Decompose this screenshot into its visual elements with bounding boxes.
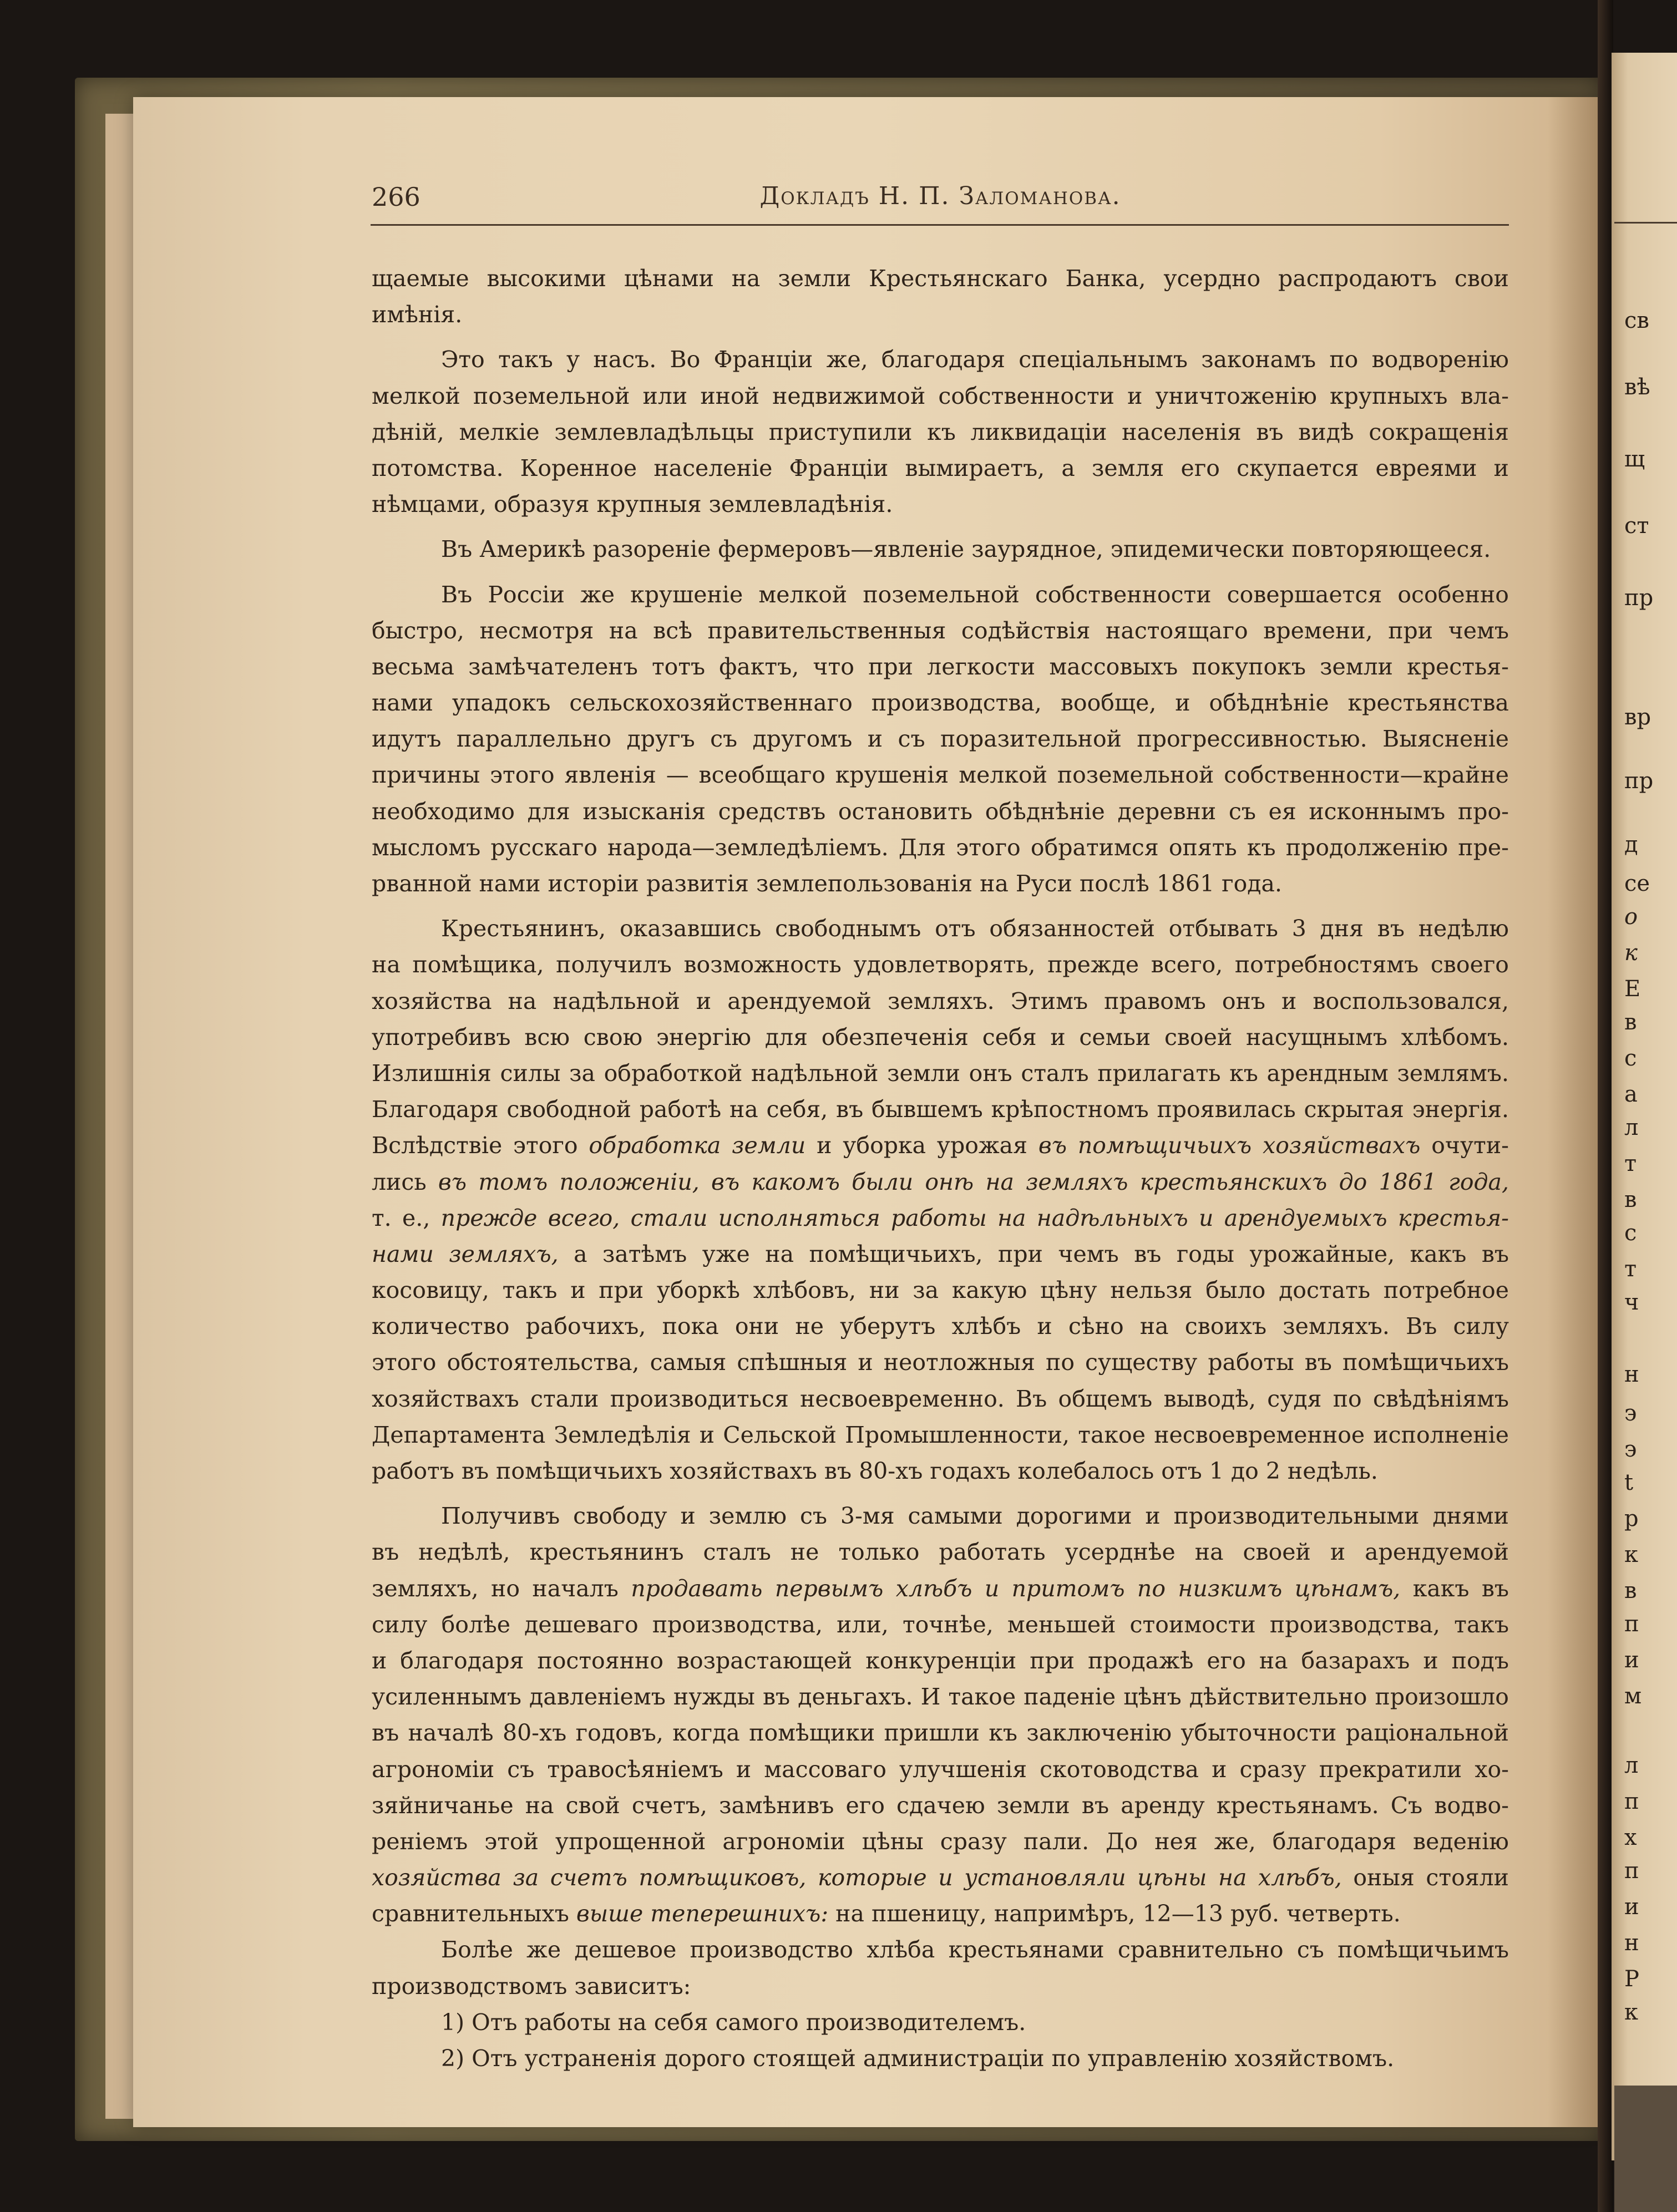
next-page-fragment: п	[1624, 1611, 1639, 1637]
text-line	[372, 757, 1509, 793]
text-run: необходимо для изысканія средствъ остановить обѣднѣніе деревни съ ея исконнымъ про-	[372, 798, 1509, 825]
next-page-fragment: ст	[1624, 513, 1649, 539]
text-line	[372, 342, 1509, 378]
text-line	[372, 1715, 1509, 1751]
next-page-fragment: н	[1624, 1362, 1639, 1387]
paragraph-gap	[372, 1489, 1509, 1498]
text-line	[372, 1969, 1509, 2005]
next-page-fragment: пр	[1624, 585, 1654, 611]
next-page-fragment: л	[1624, 1753, 1639, 1778]
paragraph	[372, 911, 1509, 1489]
text-run: косовицу, такъ и при уборкѣ хлѣбовъ, ни за какую цѣну нельзя было достать потребное	[372, 1277, 1509, 1304]
text-run: Получивъ свободу и землю съ 3-мя самыми дорогими и производительными днями	[441, 1503, 1509, 1530]
text-line	[372, 830, 1509, 866]
text-run: а затѣмъ уже на помѣщичьихъ, при чемъ въ годы урожайные, какъ въ	[558, 1240, 1509, 1267]
next-page-fragment: и	[1624, 1647, 1639, 1673]
next-page-binding	[1614, 2086, 1677, 2212]
paragraph	[372, 1498, 1509, 1932]
text-line	[372, 1788, 1509, 1824]
text-run: сравнительныхъ	[372, 1900, 576, 1927]
next-page-fragment: л	[1624, 1115, 1639, 1140]
next-page-fragment: Р	[1624, 1966, 1639, 1992]
running-title: Докладъ Н. П. Заломанова.	[759, 182, 1121, 210]
paragraph-gap	[372, 568, 1509, 577]
paragraph	[372, 1932, 1509, 2004]
next-page-fragment: р	[1624, 1506, 1639, 1531]
next-page-fragment: н	[1624, 1930, 1639, 1956]
text-line	[372, 1534, 1509, 1570]
text-run: Излишнія силы за обработкой надѣльной земли онъ сталъ прилагать къ арендным землямъ.	[372, 1059, 1509, 1087]
next-page-fragment: и	[1624, 1894, 1639, 1920]
text-line	[372, 1056, 1509, 1092]
text-run: и благодаря постоянно возрастающей конкуренціи при продажѣ его на базарахъ и подъ	[372, 1647, 1509, 1674]
text-line	[372, 1453, 1509, 1489]
text-line	[372, 297, 1509, 333]
paragraph	[372, 261, 1509, 333]
italic-text: въ помѣщичьихъ хозяйствахъ	[1038, 1132, 1421, 1159]
italic-text: выше теперешнихъ:	[576, 1900, 829, 1927]
text-run: потомства. Коренное населеніе Франціи вымираетъ, а земля его скупается евреями и	[372, 454, 1509, 481]
text-run: Вслѣдствіе этого	[372, 1132, 589, 1159]
italic-text: нами земляхъ,	[372, 1240, 559, 1267]
text-line	[372, 1498, 1509, 1534]
next-page-fragment: п	[1624, 1789, 1639, 1814]
text-line	[372, 1679, 1509, 1715]
text-run: этого обстоятельства, самыя спѣшныя и неотложныя по существу работы въ помѣщичьихъ	[372, 1349, 1509, 1376]
text-line	[372, 649, 1509, 685]
next-page-fragment: с	[1624, 1046, 1637, 1071]
header-rule	[371, 224, 1509, 226]
text-run: усиленнымъ давленіемъ нужды въ деньгахъ. И такое паденіе цѣнъ дѣйствительно произошло	[372, 1683, 1509, 1711]
book-spine	[1598, 0, 1613, 2212]
text-run: быстро, несмотря на всѣ правительственныя содѣйствія настоящаго времени, при чемъ	[372, 617, 1509, 644]
text-run: оныя стояли	[1341, 1864, 1509, 1891]
text-line	[372, 1381, 1509, 1417]
text-run: Въ Америкѣ разореніе фермеровъ—явленіе заурядное, эпидемически повторяющееся.	[441, 536, 1491, 563]
text-line	[372, 577, 1509, 613]
text-run: агрономіи съ травосѣяніемъ и массоваго улучшенія скотоводства и сразу прекратили хо-	[372, 1756, 1509, 1783]
text-line	[372, 1019, 1509, 1056]
list-item: 1) Отъ работы на себя самого производителемъ.	[441, 2008, 1026, 2036]
text-line	[372, 1643, 1509, 1679]
text-run: количество рабочихъ, пока они не уберутъ хлѣбъ и сѣно на своихъ земляхъ. Въ силу	[372, 1313, 1509, 1340]
next-page	[1612, 53, 1677, 2160]
text-line	[372, 1164, 1509, 1200]
text-line	[372, 1824, 1509, 1860]
list-item: 2) Отъ устраненія дорого стоящей администраціи по управленію хозяйствомъ.	[441, 2045, 1395, 2072]
text-run: силу болѣе дешеваго производства, или, точнѣе, меньшей стоимости производства, такъ	[372, 1611, 1509, 1638]
text-run: Болѣе же дешевое производство хлѣба крестьянами сравнительно съ помѣщичьимъ	[441, 1936, 1509, 1964]
next-page-fragment: м	[1624, 1683, 1642, 1709]
next-page-fragment: х	[1624, 1825, 1637, 1850]
text-run: щаемые высокими цѣнами на земли Крестьянскаго Банка, усердно распродаютъ свои	[372, 265, 1509, 292]
paragraph	[372, 342, 1509, 522]
text-run: нѣмцами, образуя крупныя землевладѣнія.	[372, 491, 893, 518]
text-line	[372, 378, 1509, 414]
text-line	[372, 794, 1509, 830]
next-page-fragment: в	[1624, 1187, 1637, 1212]
text-run: т. е.,	[372, 1204, 441, 1231]
text-run: въ недѣлѣ, крестьянинъ сталъ не только работать усерднѣе на своей и арендуемой	[372, 1539, 1509, 1566]
next-page-fragment: д	[1624, 832, 1638, 858]
text-run: хозяйствахъ стали производиться несвоевременно. Въ общемъ выводѣ, судя по свѣдѣніямъ	[372, 1385, 1509, 1412]
text-run: Это такъ у насъ. Во Франціи же, благодаря спеціальнымъ законамъ по водворенію	[441, 346, 1509, 373]
text-run: мысломъ русскаго народа—земледѣліемъ. Для этого обратимся опять къ продолженію пре-	[372, 834, 1509, 861]
text-line	[372, 613, 1509, 649]
text-run: весьма замѣчателенъ тотъ фактъ, что при легкости массовыхъ покупокъ земли крестья-	[372, 653, 1509, 680]
next-page-fragment: св	[1624, 308, 1649, 333]
text-run: и уборка урожая	[805, 1132, 1038, 1159]
running-header	[372, 182, 1509, 221]
paragraph-gap	[372, 522, 1509, 531]
text-line	[372, 1932, 1509, 1968]
paragraph	[372, 531, 1509, 567]
text-run: мелкой поземельной или иной недвижимой собственности и уничтоженію крупныхъ вла-	[372, 382, 1509, 409]
text-run: на пшеницу, напримѣръ, 12—13 руб. четверть.	[828, 1900, 1401, 1927]
text-run: Благодаря свободной работѣ на себя, въ бывшемъ крѣпостномъ проявилась скрытая энергія.	[372, 1096, 1509, 1123]
text-run: дѣній, мелкіе землевладѣльцы приступили къ ликвидаціи населенія въ видѣ сокращенія	[372, 418, 1509, 445]
text-run: производствомъ зависитъ:	[372, 1972, 691, 2000]
next-page-fragment: щ	[1624, 447, 1645, 472]
next-page-fragment: о	[1624, 904, 1638, 930]
text-line	[372, 1200, 1509, 1236]
text-line	[372, 1607, 1509, 1643]
italic-text: продавать первымъ хлѣбъ и притомъ по низкимъ цѣнамъ,	[631, 1575, 1401, 1602]
text-line	[372, 531, 1509, 567]
italic-text: хозяйства за счетъ помѣщиковъ, которые и установляли цѣны на хлѣбъ,	[372, 1864, 1342, 1891]
next-page-fragment: с	[1624, 1220, 1637, 1246]
text-run: земляхъ, но началъ	[372, 1575, 631, 1602]
next-page-fragment: вр	[1624, 704, 1651, 730]
text-line	[372, 685, 1509, 721]
text-line	[372, 1128, 1509, 1164]
text-line	[372, 1272, 1509, 1308]
paragraph-gap	[372, 333, 1509, 342]
paragraph	[372, 577, 1509, 902]
text-line	[372, 983, 1509, 1019]
italic-text: въ томъ положеніи, въ какомъ были онѣ на земляхъ крестьянскихъ до 1861 года,	[438, 1168, 1509, 1195]
text-line	[372, 261, 1509, 297]
text-line	[372, 1417, 1509, 1453]
text-run: работъ въ помѣщичьихъ хозяйствахъ въ 80-хъ годахъ колебалось отъ 1 до 2 недѣль.	[372, 1458, 1378, 1484]
text-line	[372, 1345, 1509, 1381]
next-page-fragment: се	[1624, 871, 1650, 896]
text-run: зяйничанье на свой счетъ, замѣнивъ его сдачею земли въ аренду крестьянамъ. Съ водво-	[372, 1792, 1509, 1819]
text-run: нами упадокъ сельскохозяйственнаго производства, вообще, и обѣднѣніе крестьянства	[372, 689, 1509, 717]
next-page-fragment: к	[1624, 2000, 1638, 2025]
next-page-fragment: э	[1624, 1401, 1637, 1426]
text-line	[372, 486, 1509, 522]
body-text	[372, 261, 1509, 2077]
next-page-fragment: в	[1624, 1578, 1637, 1604]
text-run: хозяйства на надѣльной и арендуемой земляхъ. Этимъ правомъ онъ и воспользовался,	[372, 987, 1509, 1014]
text-line	[372, 450, 1509, 486]
text-line	[372, 1896, 1509, 1932]
next-page-fragment: т	[1624, 1256, 1637, 1282]
text-line	[372, 721, 1509, 757]
text-line	[372, 1860, 1509, 1896]
next-page-fragment: в	[1624, 1009, 1637, 1035]
next-page-fragment: вѣ	[1624, 374, 1650, 400]
text-line	[372, 1236, 1509, 1272]
text-run: лись	[372, 1168, 438, 1195]
text-run: употребивъ всю свою энергію для обезпеченія себя и семьи своей насущнымъ хлѣбомъ.	[372, 1023, 1509, 1051]
text-line	[372, 947, 1509, 983]
next-page-fragment: к	[1624, 1542, 1638, 1567]
text-run: въ началѣ 80-хъ годовъ, когда помѣщики пришли къ заключенію убыточности раціональной	[372, 1719, 1509, 1747]
next-page-fragment: к	[1624, 940, 1638, 966]
page-number: 266	[372, 182, 420, 212]
next-page-fragment: т	[1624, 1151, 1637, 1176]
next-page-fragment: п	[1624, 1858, 1639, 1884]
text-run: Въ Россіи же крушеніе мелкой поземельной собственности совершается особенно	[441, 581, 1509, 608]
next-page-header-rule	[1614, 222, 1677, 224]
italic-text: обработка земли	[589, 1132, 806, 1159]
italic-text: прежде всего, стали исполняться работы на надѣльныхъ и арендуемыхъ крестья-	[440, 1204, 1509, 1231]
next-page-fragment: а	[1624, 1082, 1638, 1107]
text-run: реніемъ этой упрощенной агрономіи цѣны сразу пали. До нея же, благодаря веденію	[372, 1828, 1509, 1855]
text-line	[372, 1752, 1509, 1788]
text-run: на помѣщика, получилъ возможность удовлетворять, прежде всего, потребностямъ своего	[372, 951, 1509, 978]
next-page-fragment: э	[1624, 1437, 1637, 1462]
text-run: рванной нами исторіи развитія землепользованія на Руси послѣ 1861 года.	[372, 870, 1283, 897]
next-page-fragment: ч	[1624, 1290, 1639, 1315]
next-page-fragment: Е	[1624, 976, 1641, 1002]
text-run: Крестьянинъ, оказавшись свободнымъ отъ обязанностей отбывать 3 дня въ недѣлю	[441, 915, 1509, 942]
text-line	[372, 1092, 1509, 1128]
text-run: имѣнія.	[372, 301, 463, 328]
text-line	[372, 866, 1509, 902]
text-run: очути-	[1420, 1132, 1509, 1159]
text-line	[372, 414, 1509, 450]
next-page-fragment: пр	[1624, 768, 1654, 794]
text-run: Департамента Земледѣлія и Сельской Промышленности, такое несвоевременное исполненіе	[372, 1421, 1509, 1448]
text-run: идутъ параллельно другъ съ другомъ и съ поразительной прогрессивностью. Выясненіе	[372, 726, 1509, 753]
text-line	[372, 1571, 1509, 1607]
text-line	[372, 1308, 1509, 1345]
text-run: причины этого явленія — всеобщаго крушенія мелкой поземельной собственности—крайне	[372, 762, 1509, 789]
paragraph-gap	[372, 902, 1509, 911]
text-line	[372, 911, 1509, 947]
next-page-fragment: t	[1624, 1470, 1634, 1495]
text-run: какъ въ	[1400, 1575, 1509, 1602]
